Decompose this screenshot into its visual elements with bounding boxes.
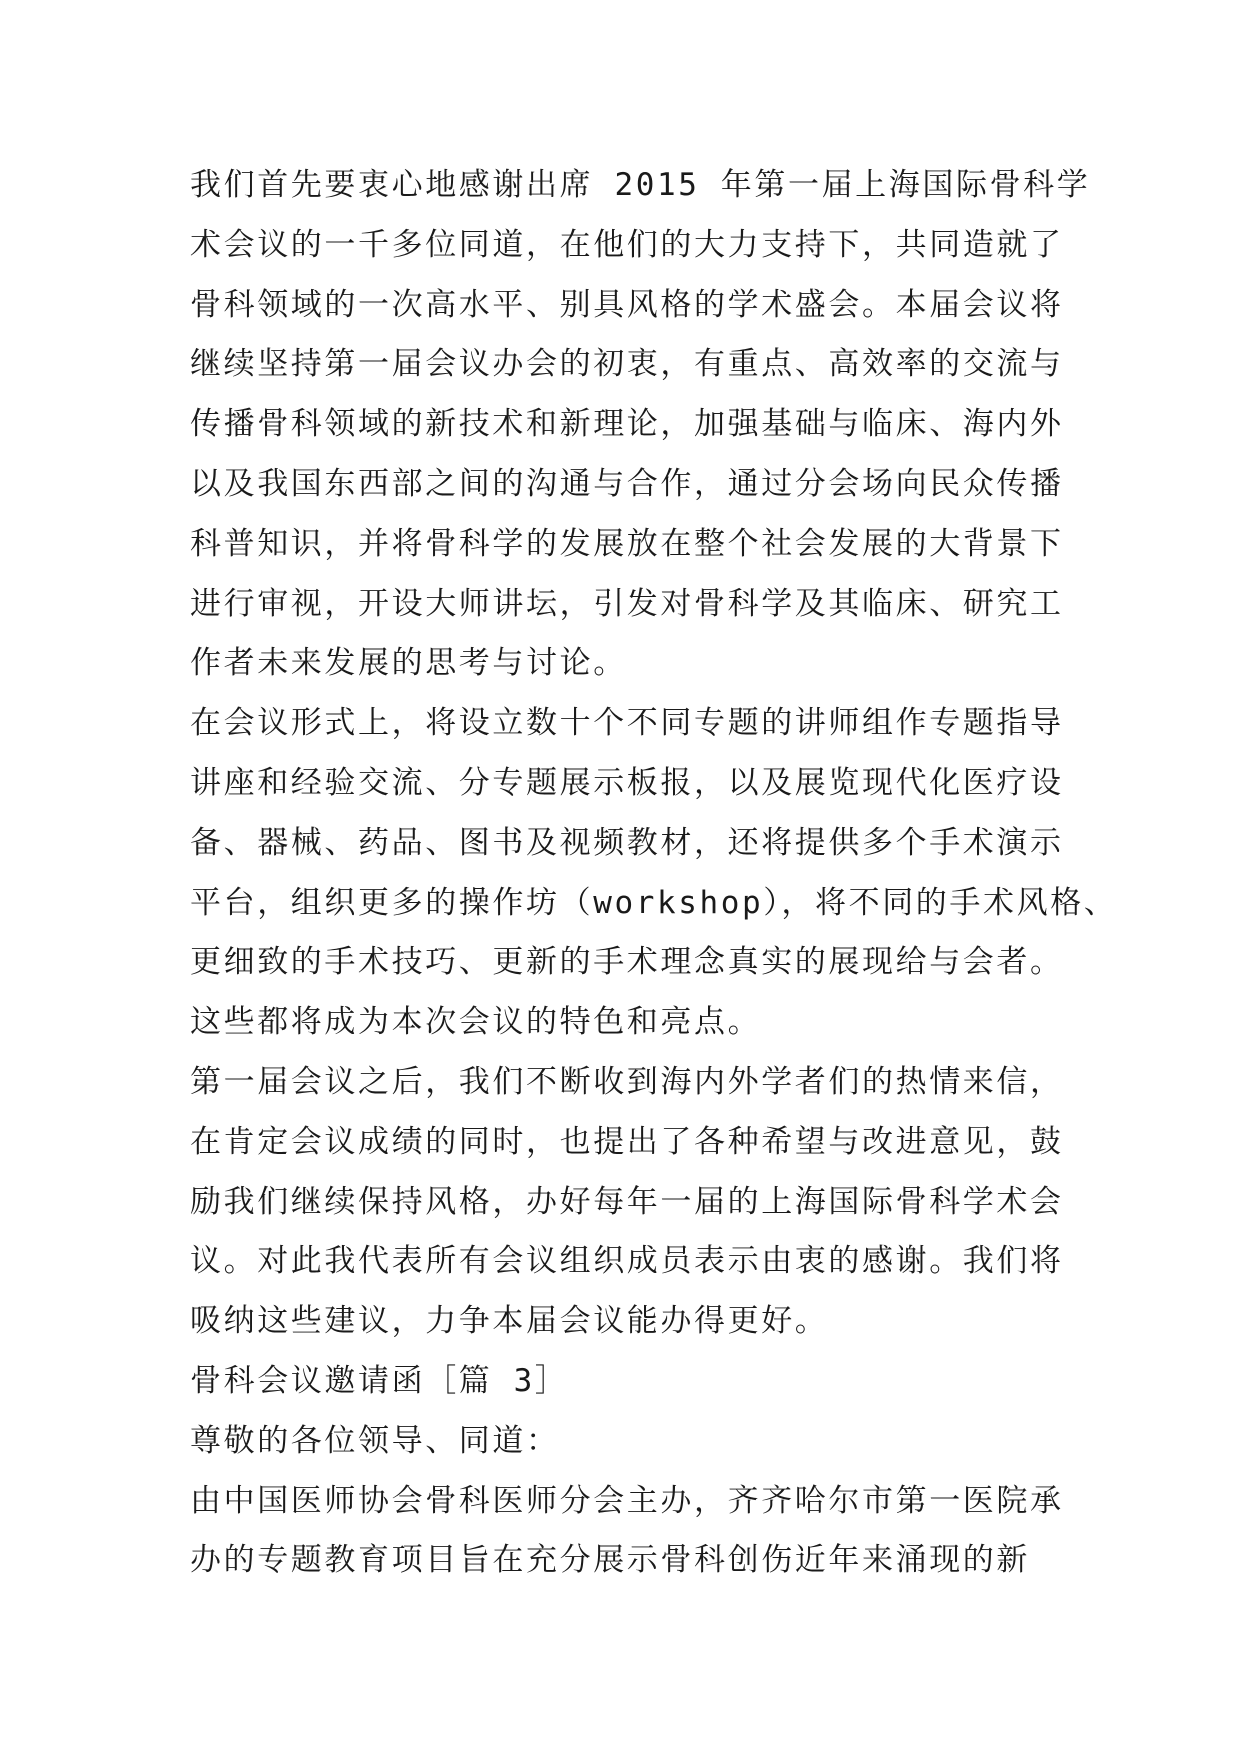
text-line: 第一届会议之后，我们不断收到海内外学者们的热情来信， — [190, 1063, 1064, 1100]
text-line: 以及我国东西部之间的沟通与合作，通过分会场向民众传播 — [190, 465, 1064, 502]
text-line: 科普知识，并将骨科学的发展放在整个社会发展的大背景下 — [190, 525, 1064, 562]
text-line: 进行审视，开设大师讲坛，引发对骨科学及其临床、研究工 — [190, 585, 1064, 622]
text-line: 继续坚持第一届会议办会的初衷，有重点、高效率的交流与 — [190, 346, 1064, 383]
text-line: 这些都将成为本次会议的特色和亮点。 — [190, 1004, 762, 1041]
salutation: 尊敬的各位领导、同道： — [190, 1422, 560, 1459]
document-body — [190, 156, 1118, 1591]
text-line: 在肯定会议成绩的同时，也提出了各种希望与改进意见，鼓 — [190, 1123, 1064, 1160]
text-line: 备、器械、药品、图书及视频教材，还将提供多个手术演示 — [190, 824, 1064, 861]
text-line: 骨科领域的一次高水平、别具风格的学术盛会。本届会议将 — [190, 286, 1064, 323]
text-line: 励我们继续保持风格，办好每年一届的上海国际骨科学术会 — [190, 1183, 1064, 1220]
text-line: 平台，组织更多的操作坊（workshop），将不同的手术风格、 — [190, 884, 1118, 921]
text-line: 办的专题教育项目旨在充分展示骨科创伤近年来涌现的新 — [190, 1542, 1030, 1579]
text-line: 议。对此我代表所有会议组织成员表示由衷的感谢。我们将 — [190, 1243, 1064, 1280]
text-line: 更细致的手术技巧、更新的手术理念真实的展现给与会者。 — [190, 944, 1064, 981]
text-line: 吸纳这些建议，力争本届会议能办得更好。 — [190, 1303, 829, 1340]
text-line: 传播骨科领域的新技术和新理论，加强基础与临床、海内外 — [190, 406, 1064, 443]
text-line: 讲座和经验交流、分专题展示板报，以及展览现代化医疗设 — [190, 764, 1064, 801]
section-heading: 骨科会议邀请函［篇 3］ — [190, 1362, 569, 1399]
text-line: 在会议形式上，将设立数十个不同专题的讲师组作专题指导 — [190, 705, 1064, 742]
text-line: 我们首先要衷心地感谢出席 2015 年第一届上海国际骨科学 — [190, 167, 1091, 203]
text-line: 术会议的一千多位同道，在他们的大力支持下，共同造就了 — [190, 226, 1064, 263]
text-line: 作者未来发展的思考与讨论。 — [190, 645, 627, 682]
text-line: 由中国医师协会骨科医师分会主办，齐齐哈尔市第一医院承 — [190, 1482, 1064, 1519]
